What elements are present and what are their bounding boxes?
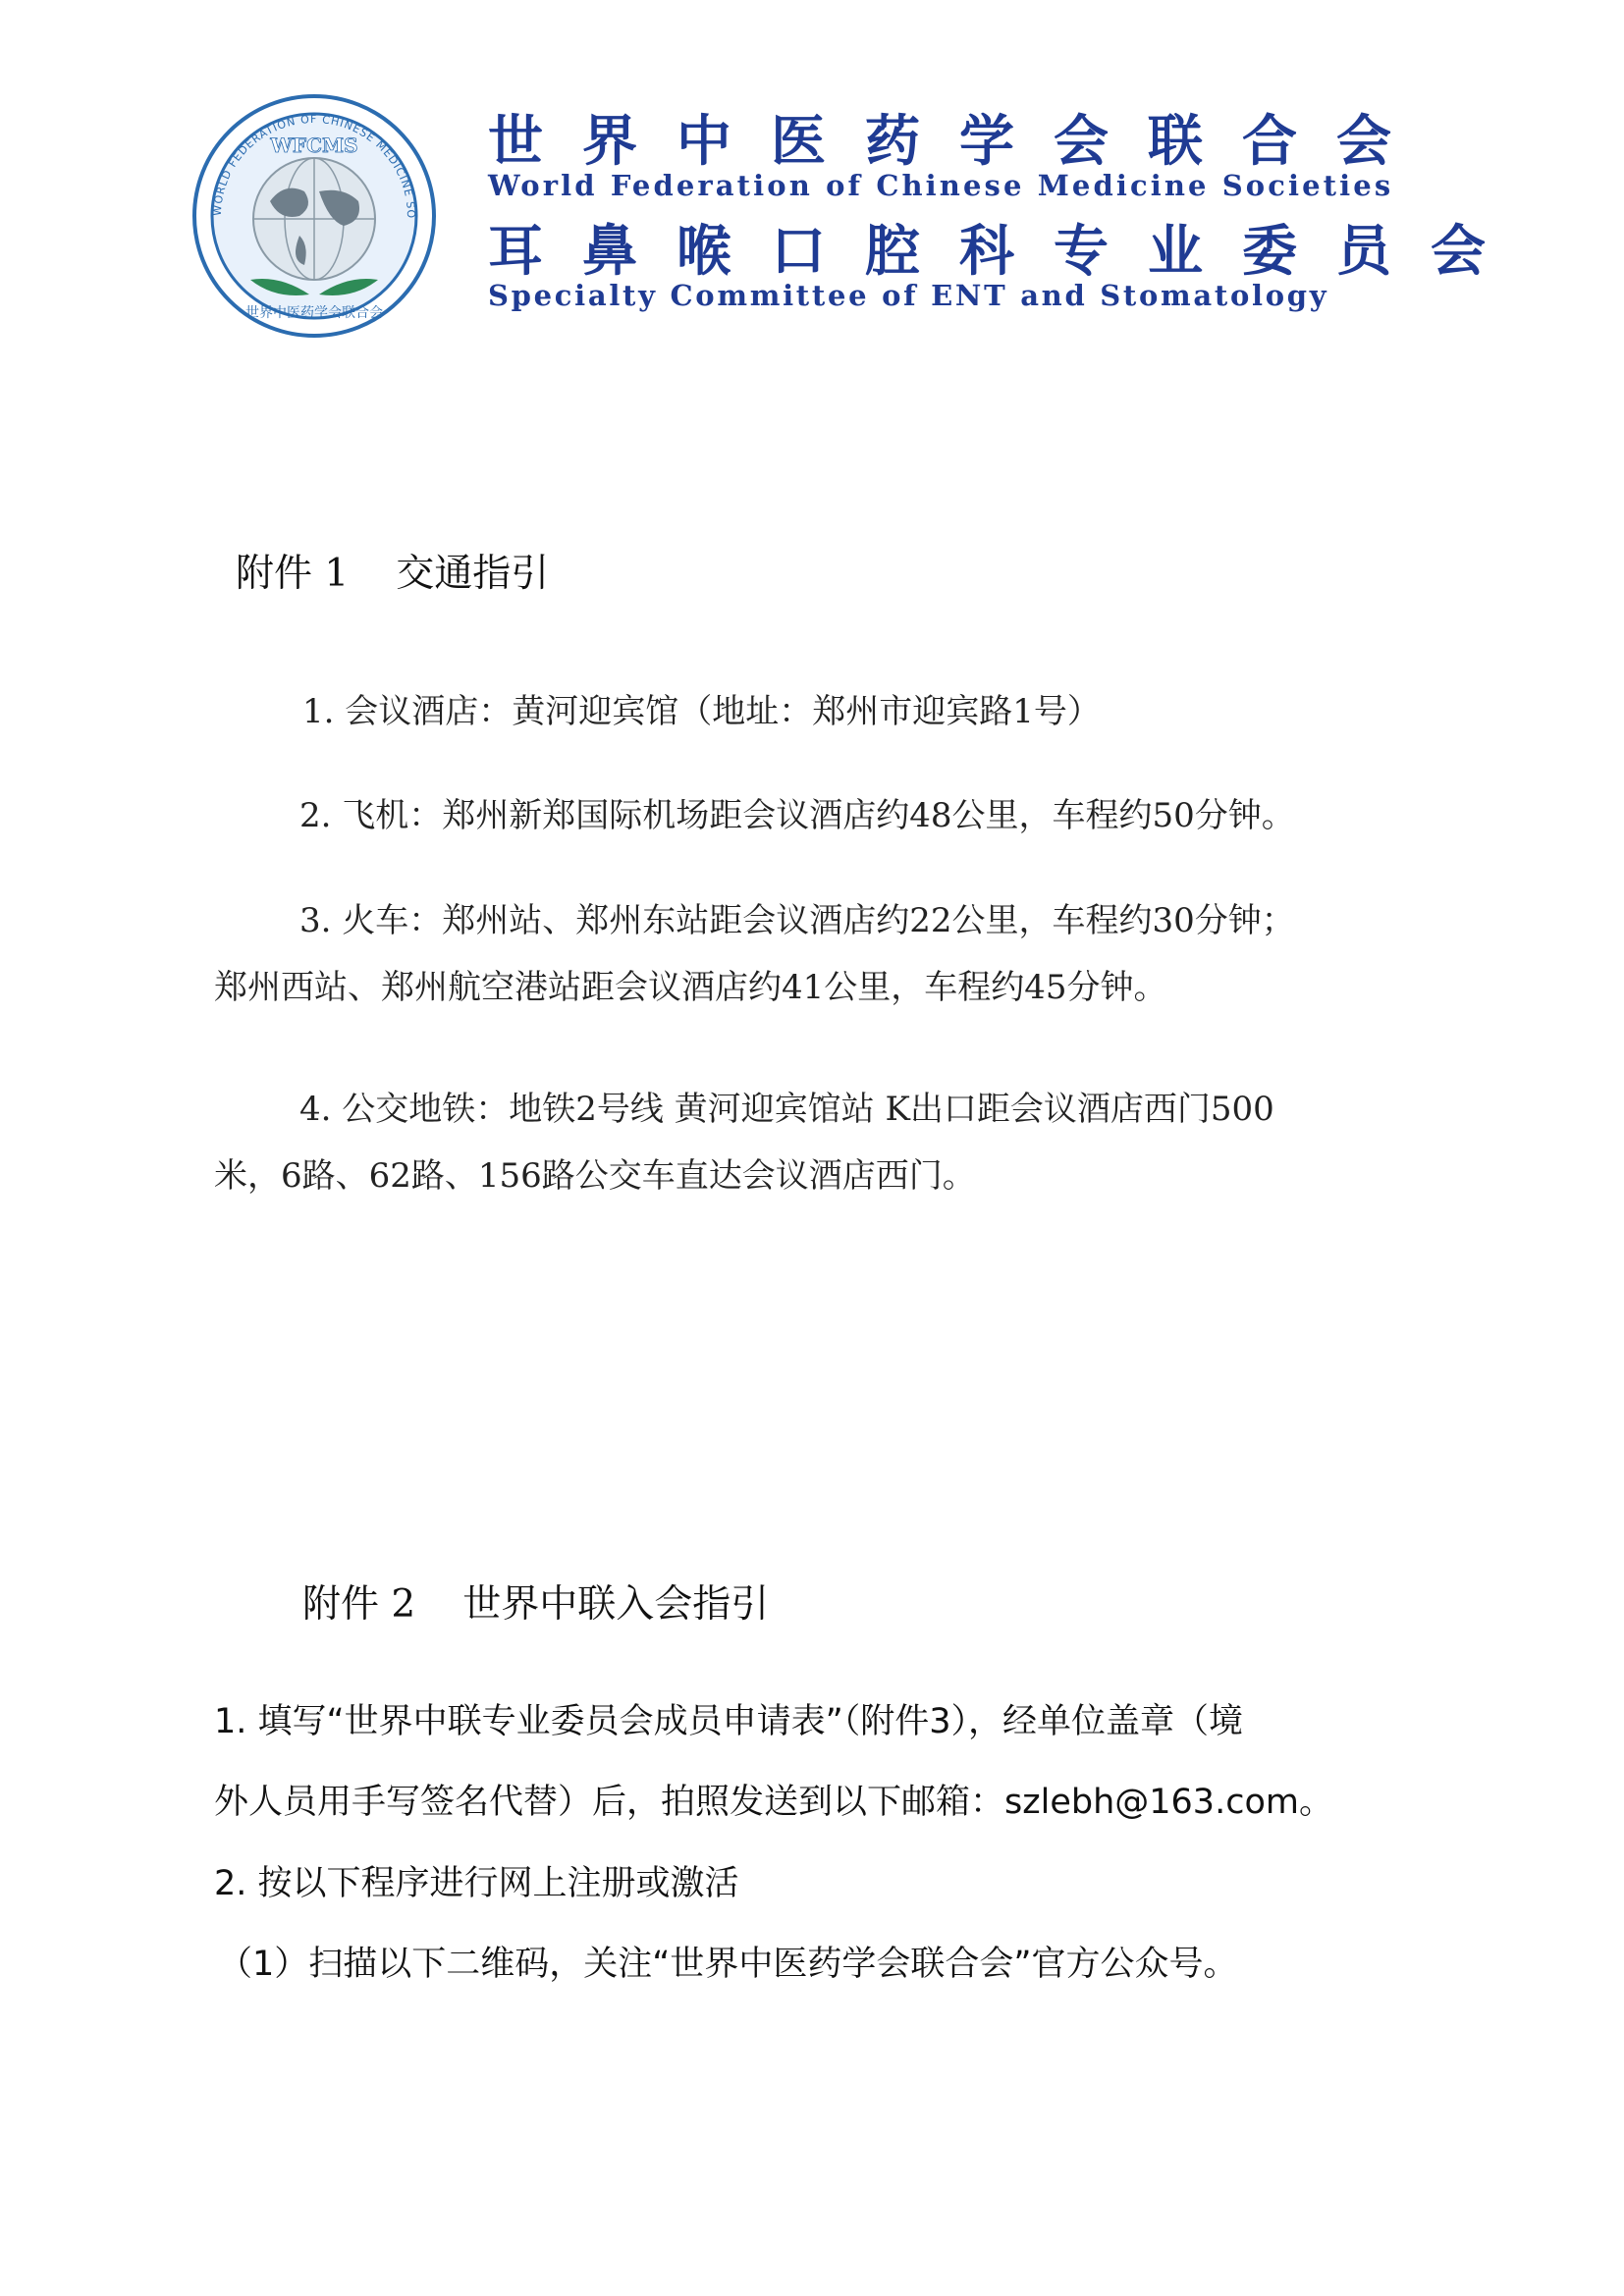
attachment1-item: 3. 火车：郑州站、郑州东站距会议酒店约22公里，车程约30分钟；	[299, 901, 1295, 940]
committee-name-en: Specialty Committee of ENT and Stomatology	[488, 279, 1329, 312]
wfcms-logo	[191, 93, 437, 339]
attachment1-item: 郑州西站、郑州航空港站距会议酒店约41公里，车程约45分钟。	[214, 968, 1167, 1007]
attachment1-item: 1. 会议酒店：黄河迎宾馆（地址：郑州市迎宾路1号）	[302, 692, 1101, 731]
attachment2-line: （1）扫描以下二维码，关注“世界中医药学会联合会”官方公众号。	[218, 1945, 1238, 1984]
svg-text:世界中医药学会联合会: 世界中医药学会联合会	[245, 305, 383, 321]
globe-emblem-icon	[191, 93, 437, 339]
committee-name-cn: 耳鼻喉口腔科专业委员会	[488, 219, 1525, 284]
federation-name-en: World Federation of Chinese Medicine Societies	[488, 169, 1394, 202]
attachment2-title: 世界中联入会指引	[462, 1582, 770, 1627]
svg-text:WORLD FEDERATION OF CHINESE ME: WORLD FEDERATION OF CHINESE MEDICINE SO	[210, 112, 418, 220]
attachment2-label: 附件 2	[302, 1582, 416, 1627]
attachment1-title: 交通指引	[396, 552, 550, 596]
attachment2-line: 1. 填写“世界中联专业委员会成员申请表”（附件3），经单位盖章（境	[214, 1702, 1244, 1741]
attachment1-heading	[236, 543, 549, 598]
attachment1-item: 米，6路、62路、156路公交车直达会议酒店西门。	[214, 1156, 976, 1196]
svg-text:WFCMS: WFCMS	[270, 133, 358, 157]
federation-name-cn: 世界中医药学会联合会	[488, 109, 1431, 174]
attachment1-item: 2. 飞机：郑州新郑国际机场距会议酒店约48公里，车程约50分钟。	[299, 796, 1295, 835]
attachment2-line: 2. 按以下程序进行网上注册或激活	[214, 1864, 739, 1903]
attachment2-heading	[302, 1574, 769, 1629]
attachment1-label: 附件 1	[236, 552, 350, 596]
attachment2-line-email: 外人员用手写签名代替）后，拍照发送到以下邮箱：szlebh@163.com。	[214, 1783, 1333, 1822]
attachment1-item: 4. 公交地铁：地铁2号线 黄河迎宾馆站 K出口距会议酒店西门500	[299, 1090, 1274, 1129]
